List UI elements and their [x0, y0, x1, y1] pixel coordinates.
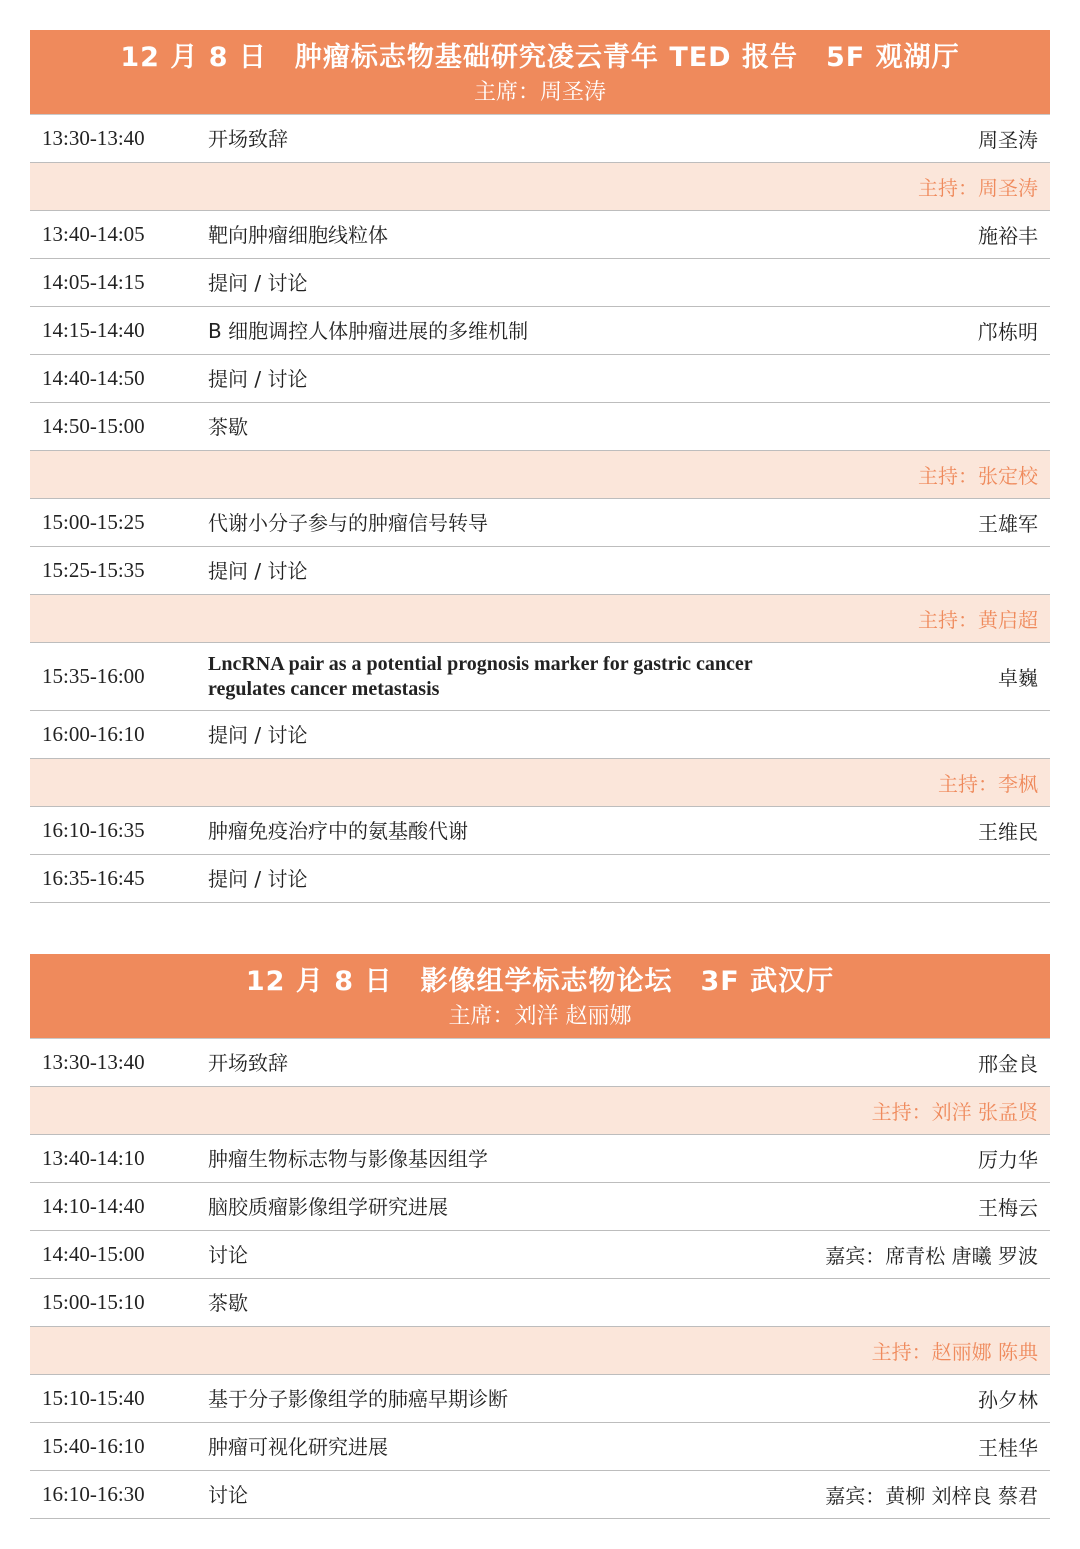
session-1: [30, 30, 1050, 903]
topic: 肿瘤生物标志物与影像基因组学: [208, 1146, 488, 1171]
speaker: 王维民: [978, 820, 1038, 844]
speaker: 嘉宾：席青松 唐曦 罗波: [825, 1244, 1038, 1268]
session-chair: 主席：刘洋 赵丽娜: [448, 1004, 632, 1029]
table-row: [30, 547, 1050, 595]
speaker: 王雄军: [978, 512, 1038, 536]
topic: 提问 / 讨论: [208, 366, 308, 391]
topic: 提问 / 讨论: [208, 558, 308, 583]
schedule-table: [30, 1039, 1050, 1519]
time-slot: 14:50-15:00: [42, 414, 145, 438]
moderator-row: [30, 163, 1050, 211]
speaker: 王桂华: [978, 1436, 1038, 1460]
time-slot: 13:40-14:10: [42, 1146, 145, 1170]
speaker: 王梅云: [978, 1196, 1038, 1220]
topic: 肿瘤可视化研究进展: [208, 1434, 388, 1459]
speaker: 邝栋明: [978, 320, 1038, 344]
time-slot: 14:15-14:40: [42, 318, 145, 342]
table-row: [30, 643, 1050, 711]
table-row: [30, 1039, 1050, 1087]
time-slot: 13:30-13:40: [42, 126, 145, 150]
topic: 提问 / 讨论: [208, 270, 308, 295]
time-slot: 14:05-14:15: [42, 270, 145, 294]
topic: 讨论: [208, 1482, 248, 1507]
time-slot: 15:35-16:00: [42, 664, 145, 688]
time-slot: 15:40-16:10: [42, 1434, 145, 1458]
table-row: [30, 807, 1050, 855]
time-slot: 15:00-15:25: [42, 510, 145, 534]
speaker: 孙夕林: [978, 1388, 1038, 1412]
topic-line: LncRNA pair as a potential prognosis marker for gastric cancer: [208, 652, 753, 675]
time-slot: 16:35-16:45: [42, 866, 145, 890]
table-row: [30, 259, 1050, 307]
moderator-row: [30, 759, 1050, 807]
time-slot: 14:10-14:40: [42, 1194, 145, 1218]
topic: [208, 652, 998, 702]
table-row: [30, 1183, 1050, 1231]
table-row: [30, 1231, 1050, 1279]
table-row: [30, 1471, 1050, 1519]
table-row: [30, 1279, 1050, 1327]
speaker: 周圣涛: [978, 128, 1038, 152]
time-slot: 16:00-16:10: [42, 722, 145, 746]
moderator-row: [30, 451, 1050, 499]
topic: 靶向肿瘤细胞线粒体: [208, 222, 388, 247]
speaker: 卓巍: [998, 666, 1038, 690]
time-slot: 15:10-15:40: [42, 1386, 145, 1410]
moderator-label: 主持：周圣涛: [918, 176, 1038, 200]
topic: 肿瘤免疫治疗中的氨基酸代谢: [208, 818, 468, 843]
time-slot: 14:40-14:50: [42, 366, 145, 390]
moderator-row: [30, 1327, 1050, 1375]
speaker: 邢金良: [978, 1052, 1038, 1076]
session-chair: 主席：周圣涛: [473, 80, 606, 105]
moderator-label: 主持：赵丽娜 陈典: [871, 1340, 1038, 1364]
table-row: [30, 115, 1050, 163]
moderator-row: [30, 595, 1050, 643]
topic: 代谢小分子参与的肿瘤信号转导: [208, 510, 488, 535]
table-row: [30, 855, 1050, 903]
topic: 脑胶质瘤影像组学研究进展: [208, 1194, 448, 1219]
table-row: [30, 711, 1050, 759]
time-slot: 13:30-13:40: [42, 1050, 145, 1074]
session-title: 12 月 8 日 肿瘤标志物基础研究凌云青年 TED 报告 5F 观湖厅: [120, 42, 960, 73]
topic: 提问 / 讨论: [208, 866, 308, 891]
topic: B 细胞调控人体肿瘤进展的多维机制: [208, 318, 529, 343]
schedule-table: [30, 115, 1050, 903]
time-slot: 15:25-15:35: [42, 558, 145, 582]
session-title: 12 月 8 日 影像组学标志物论坛 3F 武汉厅: [245, 966, 835, 997]
time-slot: 16:10-16:35: [42, 818, 145, 842]
table-row: [30, 499, 1050, 547]
topic-line: regulates cancer metastasis: [208, 677, 440, 700]
moderator-label: 主持：刘洋 张孟贤: [871, 1100, 1038, 1124]
moderator-label: 主持：张定校: [918, 464, 1038, 488]
moderator-label: 主持：李枫: [938, 772, 1038, 796]
table-row: [30, 1423, 1050, 1471]
table-row: [30, 355, 1050, 403]
moderator-row: [30, 1087, 1050, 1135]
topic: 开场致辞: [208, 1050, 288, 1075]
topic: 茶歇: [208, 414, 248, 439]
session-header: [30, 954, 1050, 1039]
speaker: 嘉宾：黄柳 刘梓良 蔡君: [825, 1484, 1038, 1508]
speaker: 施裕丰: [978, 224, 1038, 248]
table-row: [30, 211, 1050, 259]
topic: 开场致辞: [208, 126, 288, 151]
topic: 茶歇: [208, 1290, 248, 1315]
session-2: [30, 954, 1050, 1519]
time-slot: 14:40-15:00: [42, 1242, 145, 1266]
topic: 讨论: [208, 1242, 248, 1267]
speaker: 厉力华: [978, 1148, 1038, 1172]
table-row: [30, 403, 1050, 451]
time-slot: 16:10-16:30: [42, 1482, 145, 1506]
moderator-label: 主持：黄启超: [918, 608, 1038, 632]
session-header: [30, 30, 1050, 115]
topic: 提问 / 讨论: [208, 722, 308, 747]
time-slot: 15:00-15:10: [42, 1290, 145, 1314]
table-row: [30, 1375, 1050, 1423]
table-row: [30, 307, 1050, 355]
topic: 基于分子影像组学的肺癌早期诊断: [208, 1386, 508, 1411]
time-slot: 13:40-14:05: [42, 222, 145, 246]
table-row: [30, 1135, 1050, 1183]
